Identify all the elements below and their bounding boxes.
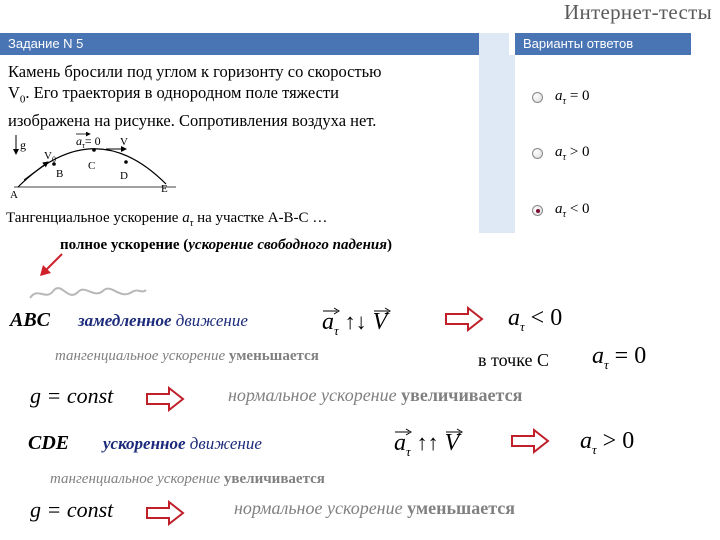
cde-result: $a_\tau > 0$	[580, 428, 635, 457]
option-1-text: $a_\tau = 0$	[555, 88, 590, 107]
implies-arrow-icon-4	[145, 500, 185, 526]
point-b-label: B	[56, 168, 64, 180]
radio-option-3-selected[interactable]	[532, 205, 543, 216]
point-c-label: C	[88, 160, 96, 172]
implies-arrow-icon-3	[510, 428, 550, 454]
answer-option-1[interactable]	[532, 88, 590, 107]
abc-label: ABC	[10, 309, 51, 331]
abc-motion: замедленное движение	[78, 311, 248, 330]
g-const-1: g = const	[30, 383, 114, 408]
task-bar: Задание N 5	[0, 33, 479, 55]
radio-option-1[interactable]	[532, 92, 543, 103]
trajectory-diagram	[6, 132, 192, 202]
point-c-dot	[92, 148, 96, 152]
radio-option-2[interactable]	[532, 148, 543, 159]
bar-separator	[479, 33, 509, 55]
point-a-label: A	[10, 189, 18, 201]
v-label: V	[120, 136, 128, 148]
abc-result: $a_\tau < 0$	[508, 305, 563, 334]
abc-tangential-note: тангенциальное ускорение уменьшается	[55, 348, 319, 364]
normal-accel-2: нормальное ускорение уменьшается	[234, 498, 515, 518]
decorative-scribble	[28, 284, 148, 304]
normal-accel-1: нормальное ускорение увеличивается	[228, 385, 523, 405]
red-arrow-icon	[38, 252, 64, 278]
g-const-2: g = const	[30, 497, 114, 522]
option-3-text: $a_\tau < 0$	[555, 201, 590, 220]
question-line-1: Камень бросили под углом к горизонту со скоростью	[8, 62, 382, 81]
option-2-text: $a_\tau > 0$	[555, 144, 590, 163]
point-d-label: D	[120, 170, 128, 182]
cde-tangential-note: тангенциальное ускорение увеличивается	[50, 471, 325, 487]
a-label: $a_\tau= 0$	[76, 134, 101, 150]
answers-bar: Варианты ответов	[515, 33, 691, 55]
answer-option-2[interactable]	[532, 144, 590, 163]
cde-motion: ускоренное движение	[103, 434, 262, 453]
question-line-2: $V_0$. Его траектория в однородном поле тяжести	[8, 83, 339, 106]
v0-vector-icon	[24, 162, 48, 180]
question-text	[8, 61, 476, 131]
cde-label: CDE	[28, 432, 70, 454]
v0-label: $V_0$	[44, 150, 56, 164]
separator-stripe	[479, 55, 515, 233]
question-line-3: изображена на рисунке. Сопротивления воздуха нет.	[8, 111, 377, 131]
abc-formula: $a_\tau$ ↑↓ V	[322, 309, 387, 339]
tangential-prompt: Тангенциальное ускорение $a_\tau$ на участке А-В-С …	[6, 210, 328, 229]
cde-formula: $a_\tau$ ↑↑ V	[394, 430, 459, 460]
point-c-text: в точке С	[478, 350, 550, 370]
point-e-label: E	[161, 183, 168, 195]
page-title: Интернет-тесты	[564, 0, 712, 24]
g-label: g	[20, 138, 26, 152]
point-c-formula: $a_\tau = 0$	[592, 343, 647, 372]
point-d-dot	[124, 160, 128, 164]
full-acceleration-note: полное ускорение (ускорение свободного падения)	[60, 237, 392, 253]
implies-arrow-icon	[444, 306, 484, 332]
answer-option-3[interactable]	[532, 201, 590, 220]
implies-arrow-icon-2	[145, 386, 185, 412]
